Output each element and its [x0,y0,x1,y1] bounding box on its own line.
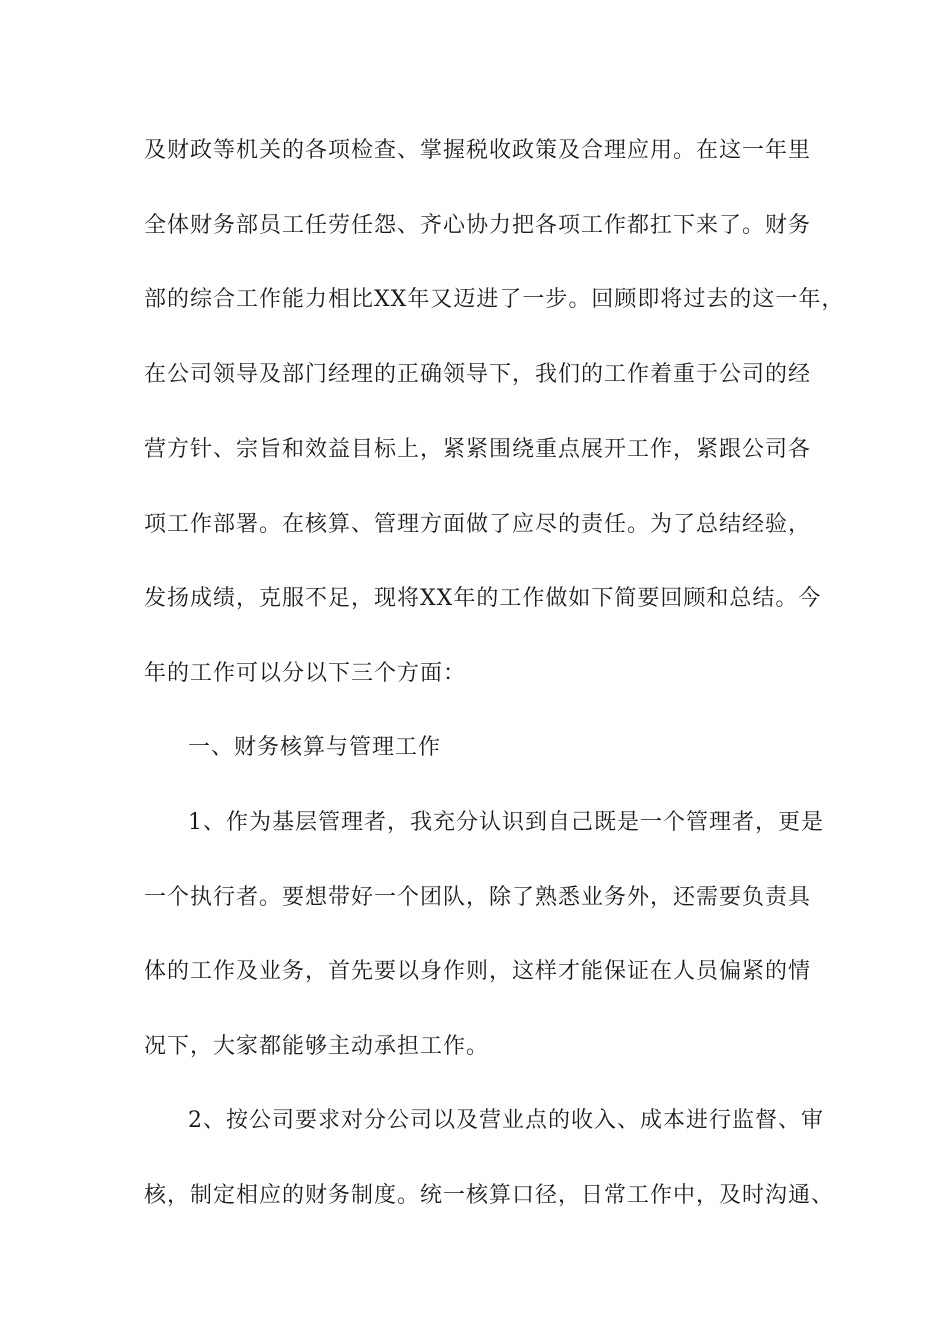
text-line: 及财政等机关的各项检查、掌握税收政策及合理应用。在这一年里 [144,138,812,163]
text-line: 部的综合工作能力相比XX年又迈进了一步。回顾即将过去的这一年， [144,287,845,312]
text-line: 一个执行者。要想带好一个团队，除了熟悉业务外，还需要负责具 [144,885,812,910]
text-line: 项工作部署。在核算、管理方面做了应尽的责任。为了总结经验， [144,512,812,537]
section-heading: 一、财务核算与管理工作 [188,735,442,760]
text-line: 发扬成绩，克服不足，现将XX年的工作做如下简要回顾和总结。今 [144,586,822,611]
text-line: 核，制定相应的财务制度。统一核算口径，日常工作中，及时沟通、 [144,1183,835,1208]
text-line: 1、作为基层管理者，我充分认识到自己既是一个管理者，更是 [188,810,824,835]
text-line: 2、按公司要求对分公司以及营业点的收入、成本进行监督、审 [188,1108,824,1133]
text-line: 体的工作及业务，首先要以身作则，这样才能保证在人员偏紧的情 [144,959,812,984]
text-line: 在公司领导及部门经理的正确领导下，我们的工作着重于公司的经 [144,362,812,387]
text-line: 营方针、宗旨和效益目标上，紧紧围绕重点展开工作，紧跟公司各 [144,437,812,462]
text-line: 年的工作可以分以下三个方面： [144,661,467,686]
text-line: 况下，大家都能够主动承担工作。 [144,1034,490,1059]
text-line: 全体财务部员工任劳任怨、齐心协力把各项工作都扛下来了。财务 [144,213,812,238]
